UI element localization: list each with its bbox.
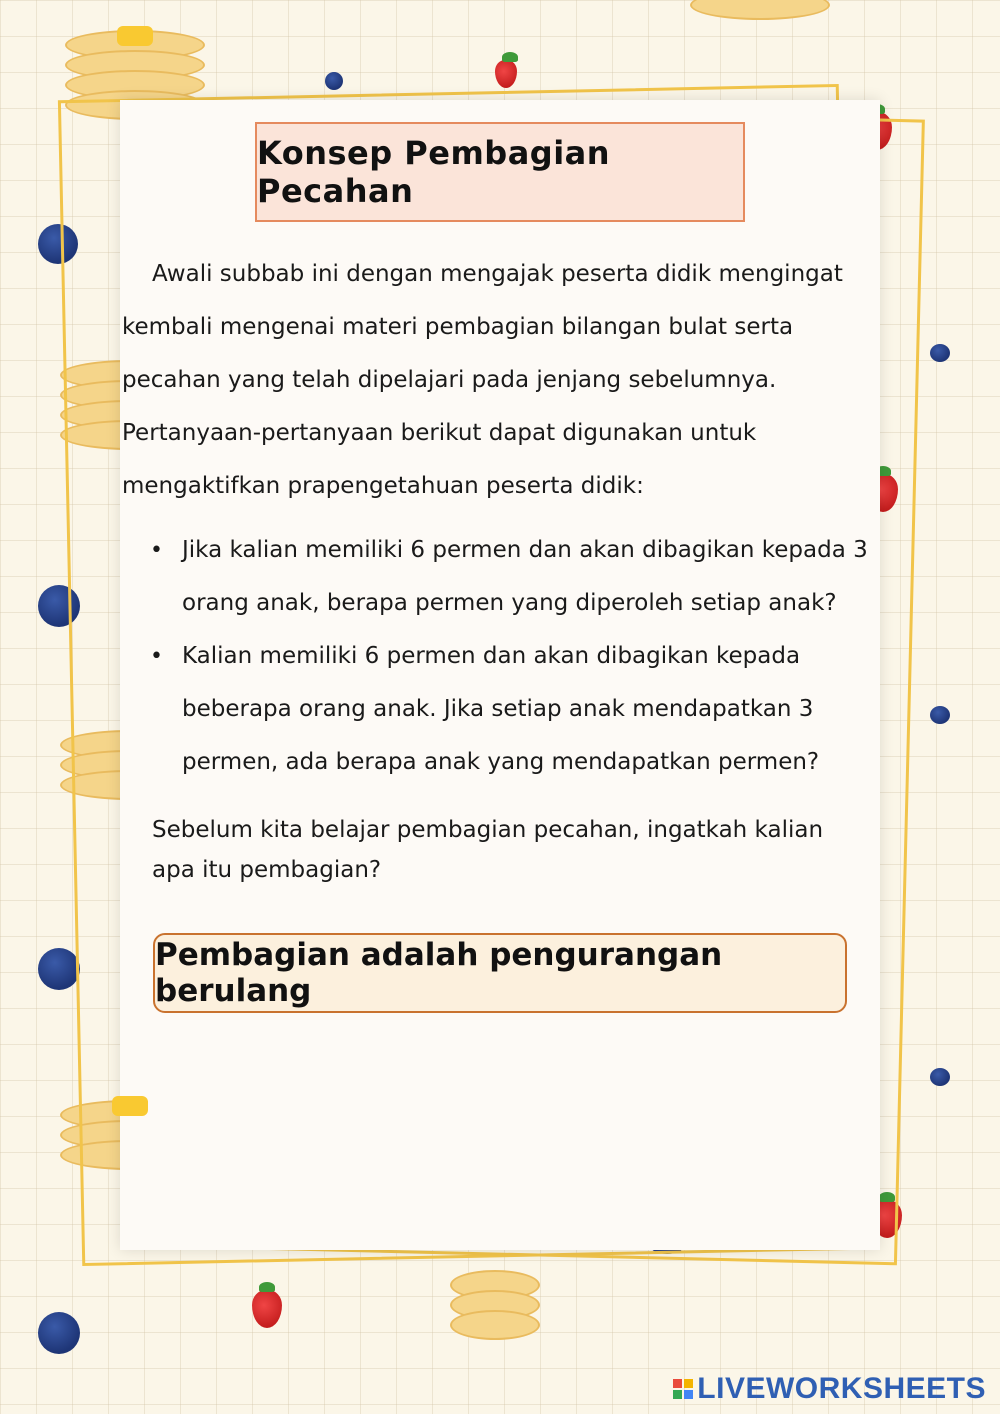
strawberry-decoration [495,60,517,88]
title-box [255,122,745,222]
question-list [150,524,870,789]
page-title: Konsep Pembagian Pecahan [257,134,611,210]
liveworksheets-mark-icon [673,1379,693,1399]
intro-paragraph: Awali subbab ini dengan mengajak peserta didik mengingat kembali mengenai materi pembagian bilangan bulat serta pecahan yang telah dipelajari pada jenjang sebelumnya. Pertanyaan-pertanyaan berikut dapat digunakan untuk mengaktifkan prapengetahuan peserta didik: [122,261,843,499]
answer-text: Pembagian adalah pengurangan berulang [155,937,723,1009]
blueberry-decoration [930,706,950,724]
brand-name: LIVEWORKSHEETS [697,1372,986,1405]
liveworksheets-logo [673,1372,986,1406]
blueberry-decoration [38,948,80,990]
blueberry-decoration [38,1312,80,1354]
blueberry-decoration [325,72,343,90]
list-item: • Jika kalian memiliki 6 permen dan akan dibagikan kepada 3 orang anak, berapa permen yang diperoleh setiap anak? [150,524,870,630]
list-item: • Kalian memiliki 6 permen dan akan dibagikan kepada beberapa orang anak. Jika setiap anak mendapatkan 3 permen, ada berapa anak yang mendapatkan permen? [150,630,870,789]
answer-box [153,933,847,1013]
blueberry-decoration [930,1068,950,1086]
blueberry-decoration [930,344,950,362]
question-paragraph: Sebelum kita belajar pembagian pecahan, ingatkah kalian apa itu pembagian? [152,817,824,883]
pancake-stack-decoration [690,0,830,20]
pancake-stack-decoration [450,1280,540,1340]
strawberry-decoration [252,1290,282,1328]
